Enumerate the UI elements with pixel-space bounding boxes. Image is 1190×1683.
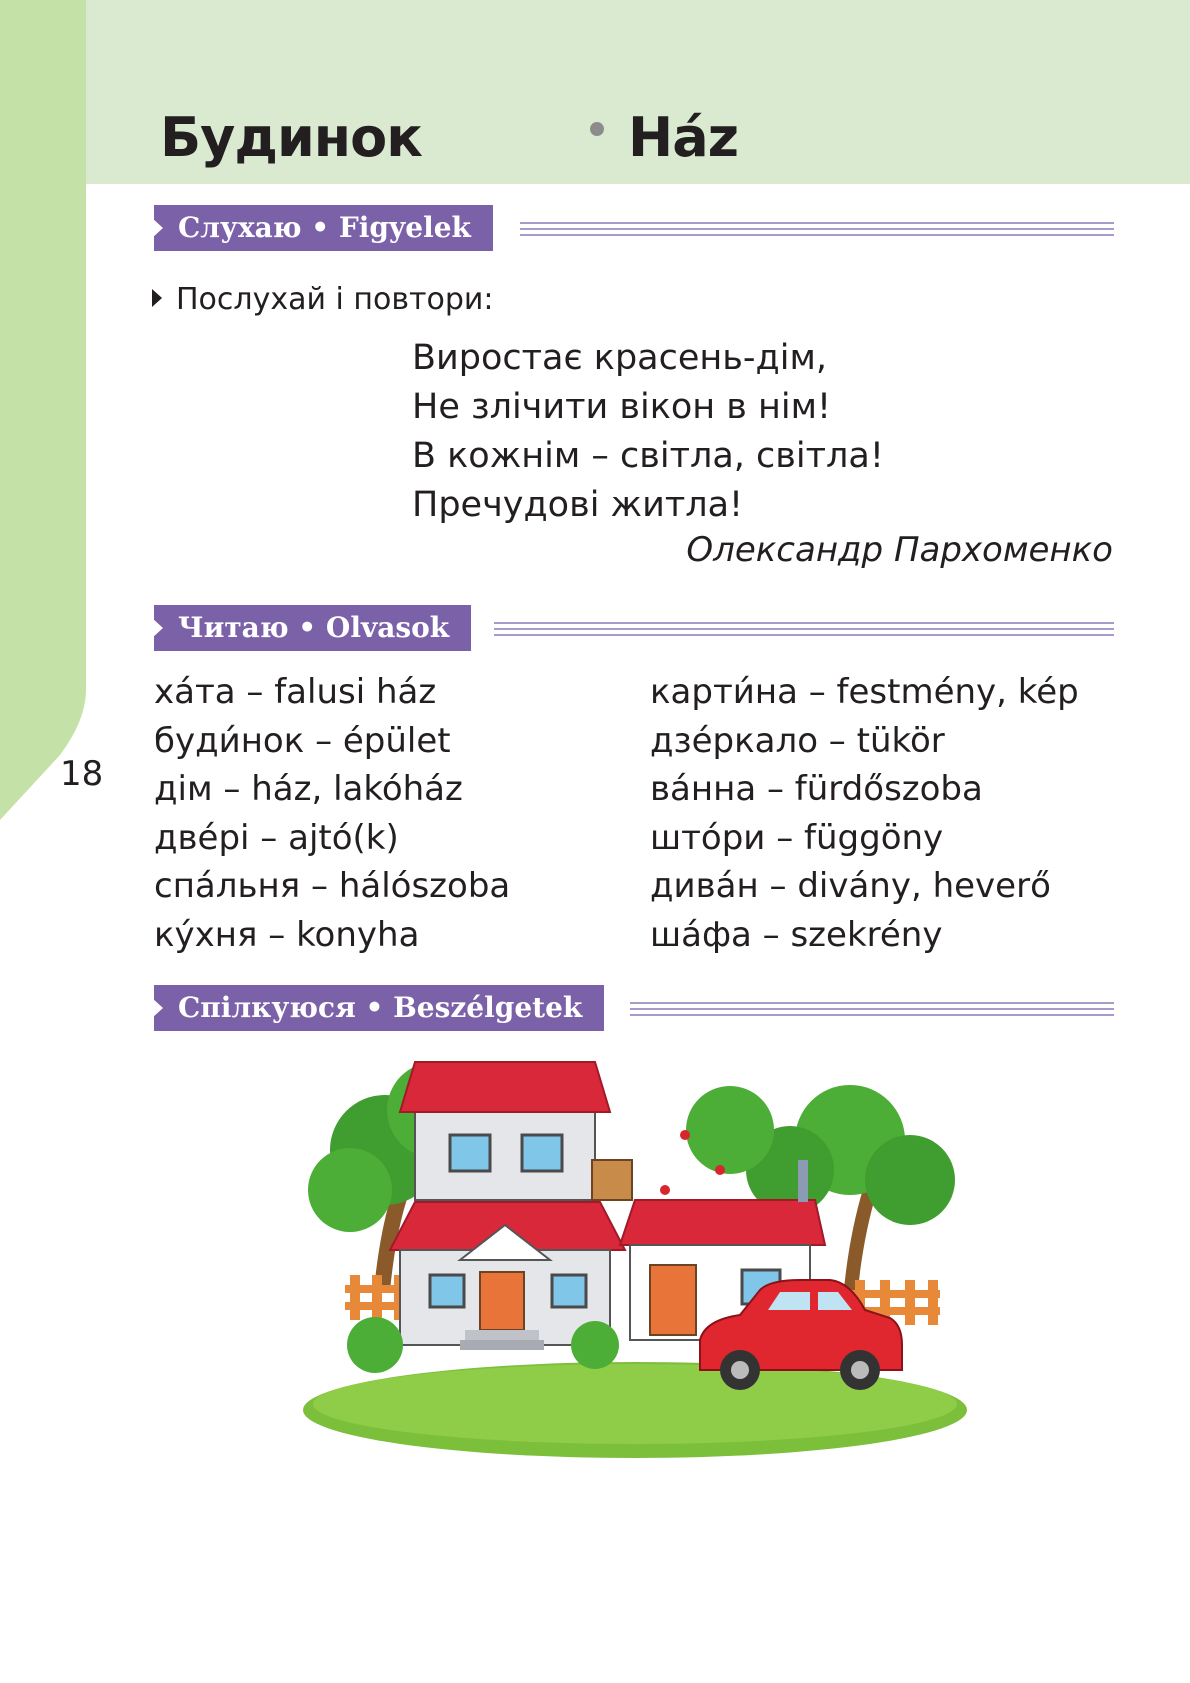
poem-line: Пречудові житла! [412, 485, 744, 525]
vocabulary-item: ва́нна – fürdőszoba [650, 769, 983, 809]
poem-line: Виростає красень-дім, [412, 338, 827, 378]
section-label-listen [154, 205, 493, 251]
page-number: 18 [60, 754, 104, 794]
vocabulary-item: што́ри – függöny [650, 817, 944, 858]
section-header-talk [154, 985, 1114, 1031]
vocabulary-item: дзе́ркало – tükör [650, 720, 945, 761]
vocabulary-item: спа́льня – hálószoba [154, 866, 511, 906]
bush [347, 1317, 403, 1373]
section-arrow-icon [152, 618, 163, 638]
vocabulary-item: дім – ház, lakóház [154, 769, 463, 809]
section-divider-lines [630, 1002, 1114, 1014]
vocabulary-item: дива́н – divány, heverő [650, 866, 1051, 906]
poem [412, 334, 884, 530]
bullet-arrow-icon [152, 289, 162, 307]
page-title-ukrainian: Будинок [160, 106, 422, 169]
section-arrow-icon [152, 998, 163, 1018]
section-header-read [154, 605, 1114, 651]
vocabulary-item: ха́та – falusi ház [154, 672, 437, 712]
vocabulary-item: карти́на – festmény, kép [650, 672, 1079, 712]
section-divider-lines [494, 622, 1114, 634]
house-main-icon [390, 1062, 632, 1350]
vocabulary-item: две́рі – ajtó(k) [154, 817, 399, 858]
page-title-hungarian: Ház [628, 106, 739, 169]
section-label-text: Спілкуюся • Beszélgetek [178, 991, 583, 1024]
vocabulary-item: ку́хня – konyha [154, 914, 420, 955]
section-label-talk [154, 985, 604, 1031]
vocabulary-item: буди́нок – épület [154, 720, 451, 761]
section-label-text: Слухаю • Figyelek [178, 211, 471, 244]
section-label-read [154, 605, 471, 651]
vocabulary-list-right [650, 668, 1079, 959]
house-with-car-illustration [290, 1040, 980, 1460]
vocabulary-list-left [154, 668, 510, 959]
title-separator-dot [590, 122, 604, 136]
poem-author: Олександр Пархоменко [686, 530, 1113, 570]
poem-line: Не злічити вікон в нім! [412, 387, 832, 427]
vocabulary-item: ша́фа – szekrény [650, 914, 943, 955]
left-green-band [0, 0, 86, 820]
instruction-text: Послухай і повтори: [176, 282, 494, 317]
bush [571, 1321, 619, 1369]
section-label-text: Читаю • Olvasok [178, 611, 450, 644]
section-arrow-icon [152, 218, 163, 238]
poem-line: В кожнім – світла, світла! [412, 436, 884, 476]
section-header-listen [154, 205, 1114, 251]
section-divider-lines [520, 222, 1114, 234]
instruction [152, 282, 494, 317]
